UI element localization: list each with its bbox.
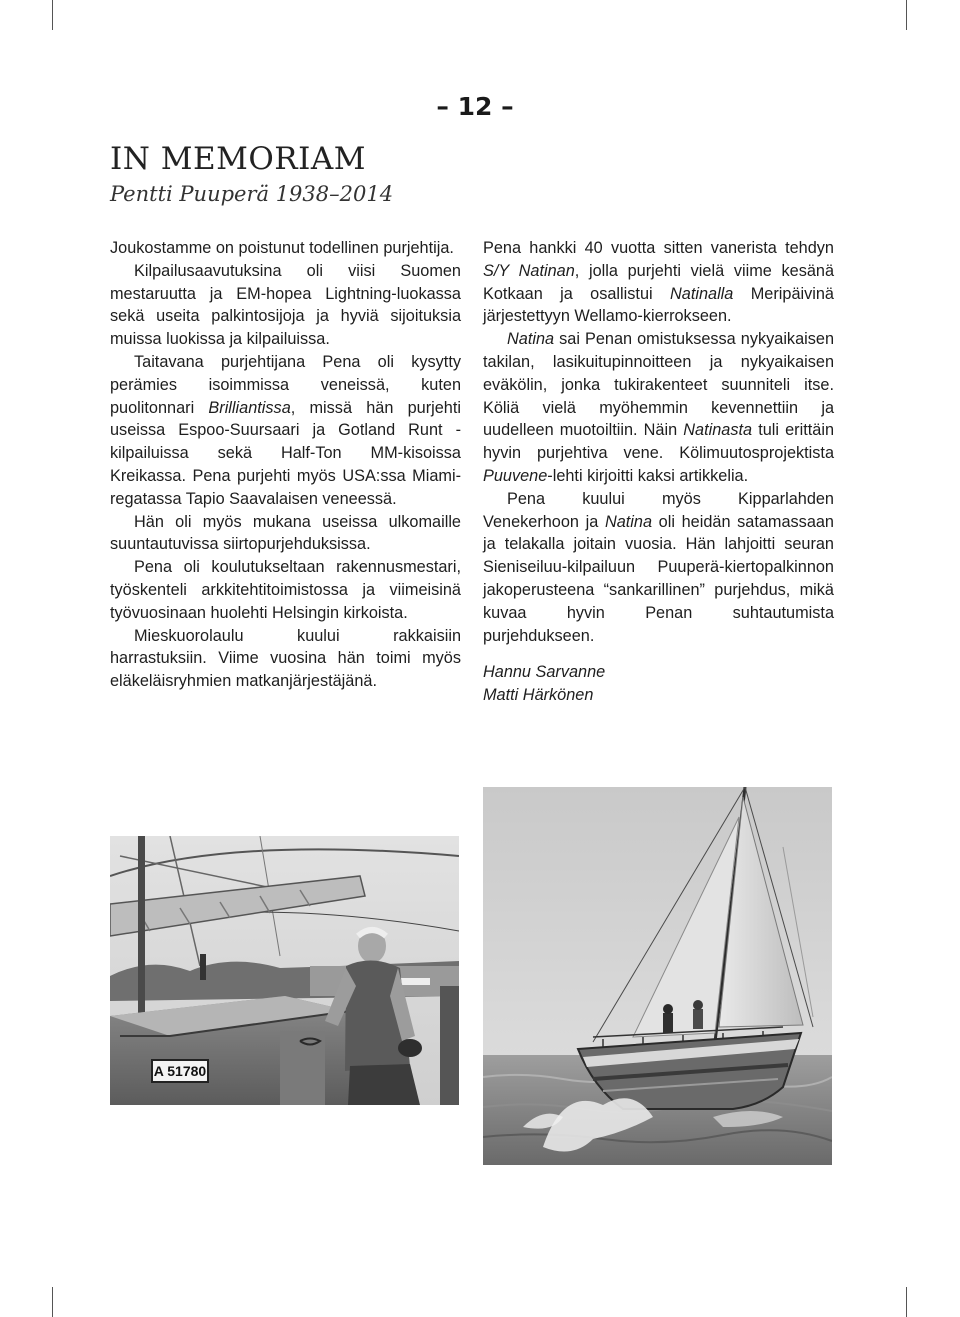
right-text-column: [483, 237, 834, 707]
signature-author-1: Hannu Sarvanne: [483, 663, 606, 682]
col-left-paragraph: [110, 511, 461, 557]
text-run: Joukostamme on poistunut todellinen purjehtija.: [110, 239, 454, 257]
text-run: -lehti kirjoitti kaksi artikkelia.: [547, 466, 749, 485]
text-run: Pena kuului myös Kipparlahden Venekerhoon ja: [483, 489, 834, 531]
text-run: Kilpailusaavutuksina oli viisi Suomen mestaruutta ja EM-hopea Lightning-luokassa sekä useita palkintosijoja ja hyviä sijoituksia muissa luokissa ja kilpailuissa.: [110, 261, 461, 349]
page-title: IN MEMORIAM: [110, 141, 366, 177]
text-run: sai Penan omistuksessa nykyaikaisen takilan, lasikuitupinnoitteen ja nykyaikaisen eväkölin, jonka tukirakenteet suunniteli itse. Köliä vielä myöhemmin kevennettiin ja uudelleen muotoiltiin. Näin: [483, 330, 834, 440]
text-run: , jolla purjehti vielä viime kesänä Kotkaan ja osallistui: [483, 261, 834, 303]
italic-name: Natina: [507, 330, 555, 349]
col-left-paragraph: [110, 351, 461, 511]
hull-plate-text: A 51780: [153, 1063, 207, 1079]
italic-name: S/Y Natinan: [483, 261, 575, 280]
col-left-paragraph: [110, 556, 461, 624]
signature-author-2: Matti Härkönen: [483, 686, 594, 705]
left-text-column: [110, 237, 461, 693]
col-right-paragraph: [483, 488, 834, 648]
photo-man-on-boat-deck: [110, 836, 459, 1105]
text-run: oli heidän satamassaan ja telakalla joitain vuosia. Hän lahjoitti seuran Sieniseiluu-kilpailuun Puuperä-kiertopalkinnon jakoperusteena “sankarillinen” purjehdus, mikä kuvaa hyvin Penan suhtautumista purjehdukseen.: [483, 512, 834, 645]
italic-name: Brilliantissa: [208, 398, 291, 417]
crop-mark-bottom-right: [906, 1287, 907, 1317]
page-number: – 12 –: [436, 92, 514, 121]
italic-name: Natinalla: [670, 284, 734, 303]
col-left-paragraph: [110, 625, 461, 693]
text-run: Mieskuorolaulu kuului rakkaisiin harrastuksiin. Viime vuosina hän toimi myös eläkeläisryhmien matkanjärjestäjänä.: [110, 626, 461, 691]
text-run: Hän oli myös mukana useissa ulkomaille suuntautuvissa siirtopurjehduksissa.: [110, 512, 461, 554]
crop-mark-top-right: [906, 0, 907, 30]
italic-name: Natinasta: [683, 421, 753, 440]
col-left-paragraph: [110, 260, 461, 351]
text-run: tuli erittäin hyvin purjehtiva vene. Kölimuutosprojektista: [483, 421, 834, 463]
col-right-paragraph: [483, 237, 834, 328]
photo-sailboat-at-sea: [483, 787, 832, 1165]
crop-mark-top-left: [52, 0, 53, 30]
col-left-paragraph: [110, 237, 461, 260]
italic-name: Puuvene: [483, 466, 548, 485]
text-run: Pena hankki 40 vuotta sitten vanerista tehdyn: [483, 239, 834, 257]
text-run: Meripäivinä järjestettyyn Wellamo-kierrokseen.: [483, 284, 834, 326]
text-run: , missä hän purjehti useissa Espoo-Suursaari ja Gotland Runt -kilpailuissa sekä Half-Ton MM-kisoissa Kreikassa. Pena purjehti myös USA:ssa Miami-regatassa Tapio Saavalaisen veneessä.: [110, 398, 461, 508]
signature-block: [483, 661, 834, 707]
text-run: Pena oli koulutukseltaan rakennusmestari, työskenteli arkkitehtitoimistossa ja viimeisinä työvuosinaan huolehti Helsingin kirkoista.: [110, 558, 461, 622]
crop-mark-bottom-left: [52, 1287, 53, 1317]
text-run: Taitavana purjehtijana Pena oli kysytty perämies isoimmissa veneissä, kuten puolitonnari: [110, 352, 461, 417]
col-right-paragraph: [483, 328, 834, 488]
italic-name: Natina: [604, 512, 653, 531]
page-subtitle: Pentti Puuperä 1938–2014: [110, 182, 394, 206]
